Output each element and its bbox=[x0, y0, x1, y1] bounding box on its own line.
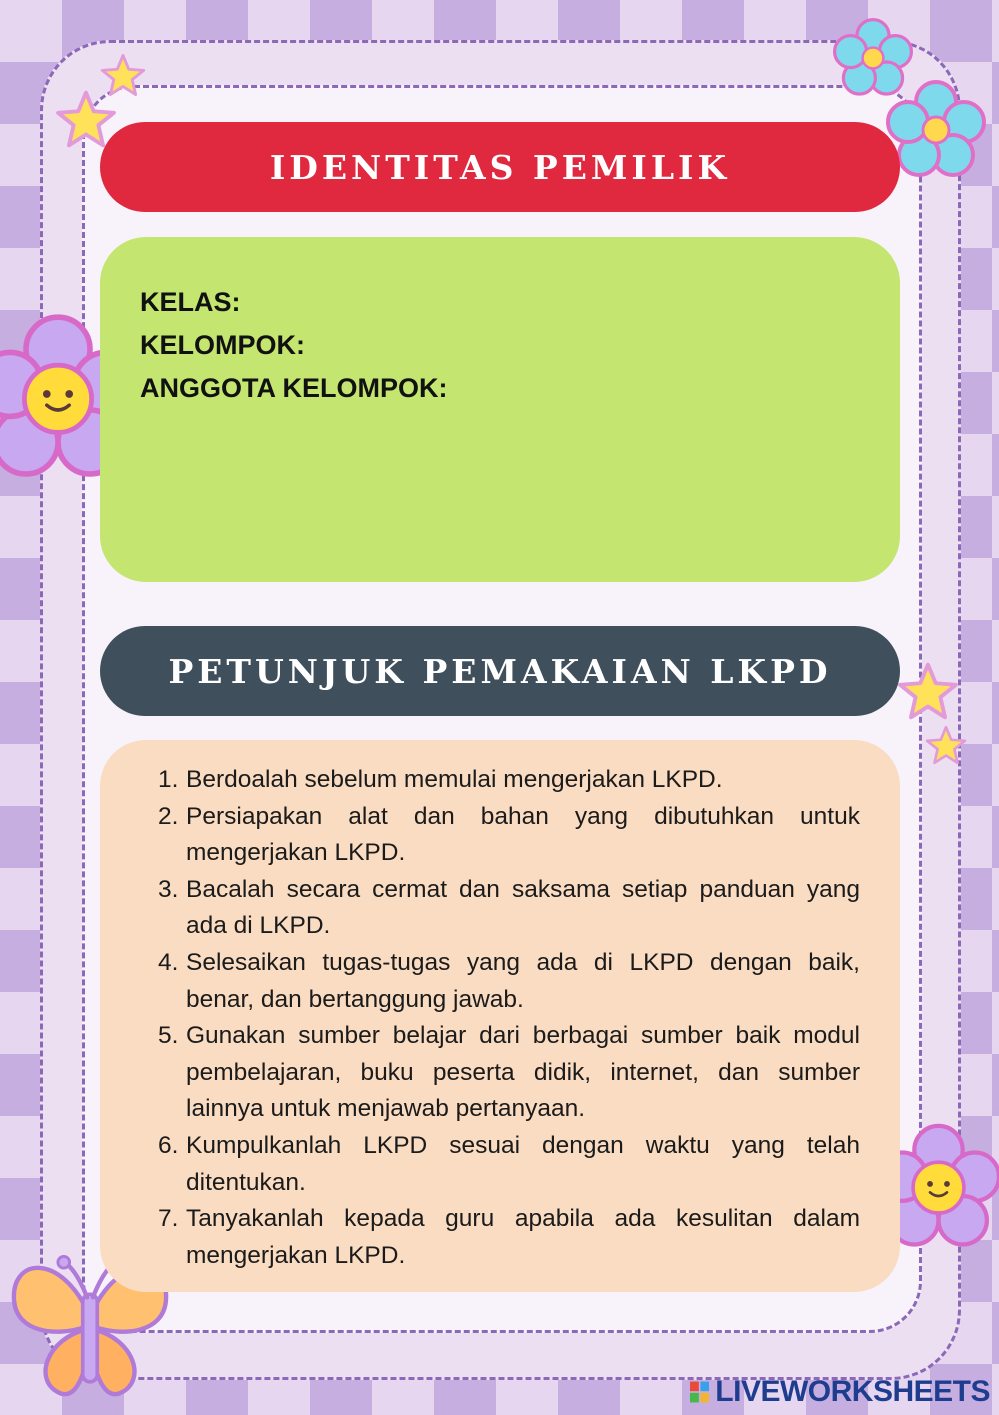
liveworksheets-watermark[interactable] bbox=[690, 1376, 990, 1408]
guide-title: PETUNJUK PEMAKAIAN LKPD bbox=[168, 651, 832, 691]
list-item bbox=[158, 1201, 860, 1274]
item-text: Gunakan sumber belajar dari berbagai sumber baik modul pembelajaran, buku peserta didik, internet, dan sumber lainnya untuk menjawab pertanyaan. bbox=[186, 1022, 860, 1123]
item-number: 7. bbox=[158, 1205, 179, 1233]
item-number: 6. bbox=[158, 1131, 179, 1159]
item-number: 5. bbox=[158, 1022, 179, 1050]
item-text: Persiapakan alat dan bahan yang dibutuhkan untuk mengerjakan LKPD. bbox=[186, 802, 860, 867]
class-label: KELAS: bbox=[140, 287, 241, 317]
item-text: Tanyakanlah kepada guru apabila ada kesulitan dalam mengerjakan LKPD. bbox=[186, 1205, 860, 1269]
yellow-star-icon bbox=[897, 660, 959, 722]
list-item bbox=[158, 1128, 860, 1201]
guide-card bbox=[100, 740, 900, 1292]
identity-title-banner bbox=[100, 122, 900, 212]
item-text: Kumpulkanlah LKPD sesuai dengan waktu yang telah ditentukan. bbox=[186, 1131, 860, 1196]
list-item bbox=[158, 945, 860, 1018]
identity-title: IDENTITAS PEMILIK bbox=[269, 147, 731, 187]
identity-card bbox=[100, 237, 900, 582]
liveworksheets-logo-icon bbox=[690, 1379, 709, 1405]
item-text: Selesaikan tugas-tugas yang ada di LKPD dengan baik, benar, dan bertanggung jawab. bbox=[186, 948, 860, 1013]
guide-list bbox=[158, 762, 860, 1274]
guide-title-banner bbox=[100, 626, 900, 716]
list-item bbox=[158, 762, 860, 799]
list-item bbox=[158, 872, 860, 945]
item-text: Bacalah secara cermat dan saksama setiap panduan yang ada di LKPD. bbox=[186, 875, 860, 940]
identity-fields bbox=[140, 281, 447, 410]
list-item bbox=[158, 1018, 860, 1128]
blue-flower-icon bbox=[886, 80, 986, 180]
item-number: 2. bbox=[158, 802, 179, 830]
watermark-text: LIVEWORKSHEETS bbox=[715, 1375, 990, 1408]
item-number: 3. bbox=[158, 875, 179, 903]
item-number: 1. bbox=[158, 766, 179, 793]
yellow-star-icon bbox=[925, 724, 967, 766]
list-item bbox=[158, 799, 860, 872]
item-number: 4. bbox=[158, 948, 179, 976]
item-text: Berdoalah sebelum memulai mengerjakan LKPD. bbox=[186, 766, 723, 793]
group-members-label: ANGGOTA KELOMPOK: bbox=[140, 373, 448, 403]
group-label: KELOMPOK: bbox=[140, 330, 305, 360]
